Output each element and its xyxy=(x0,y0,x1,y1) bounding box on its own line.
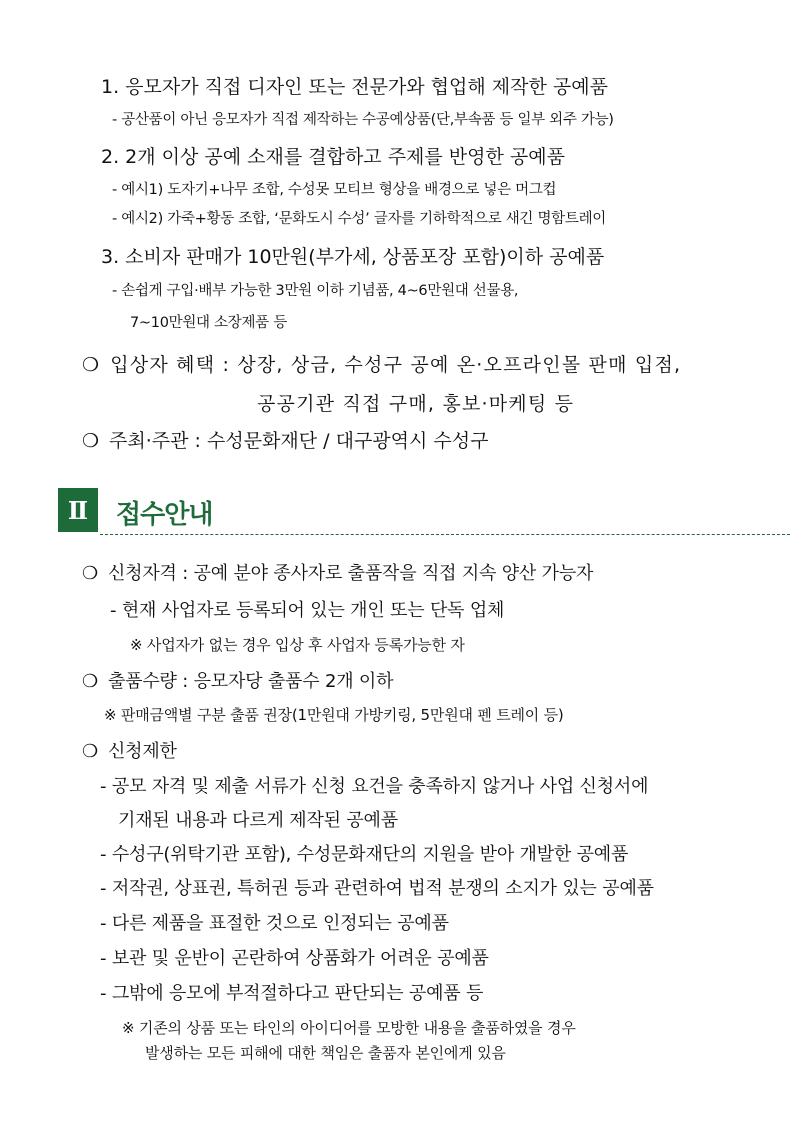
section-title: 접수안내 xyxy=(116,500,213,530)
quantity-line xyxy=(82,673,393,691)
bullet-circle-icon: ❍ xyxy=(82,430,100,452)
eligibility-text: 신청자격 : 공예 분야 종사자로 출품작을 직접 지속 양산 가능자 xyxy=(107,563,594,584)
eligibility-sub: - 현재 사업자로 등록되어 있는 개인 또는 단독 업체 xyxy=(110,600,505,621)
eligibility-line xyxy=(82,565,593,583)
restrictions-note-a: ※ 기존의 상품 또는 타인의 아이디어를 모방한 내용을 출품하였을 경우 xyxy=(122,1019,576,1037)
bullet-circle-icon: ❍ xyxy=(82,563,98,584)
item2-title: 2. 2개 이상 공예 소재를 결합하고 주제를 반영한 공예품 xyxy=(101,146,565,168)
section-number-badge: Ⅱ xyxy=(58,488,98,532)
host-text: 주최·주관 : 수성문화재단 / 대구광역시 수성구 xyxy=(109,430,489,452)
item2-sub1: - 예시1) 도자기+나무 조합, 수성못 모티브 형상을 배경으로 넣은 머그컵 xyxy=(112,182,557,198)
eligibility-note: ※ 사업자가 없는 경우 입상 후 사업자 등록가능한 자 xyxy=(130,636,465,654)
benefits-text: 입상자 혜택 : 상장, 상금, 수성구 공예 온·오프라인몰 판매 입점, xyxy=(110,354,682,376)
restriction-1a: - 공모 자격 및 제출 서류가 신청 요건을 충족하지 않거나 사업 신청서에 xyxy=(100,776,649,797)
restriction-3: - 저작권, 상표권, 특허권 등과 관련하여 법적 분쟁의 소지가 있는 공예품 xyxy=(100,878,654,899)
quantity-text: 출품수량 : 응모자당 출품수 2개 이하 xyxy=(107,671,394,692)
bullet-circle-icon: ❍ xyxy=(82,354,101,376)
restriction-2: - 수성구(위탁기관 포함), 수성문화재단의 지원을 받아 개발한 공예품 xyxy=(100,844,629,865)
restrictions-title-line xyxy=(82,743,177,761)
bullet-circle-icon: ❍ xyxy=(82,671,98,692)
quantity-note: ※ 판매금액별 구분 출품 권장(1만원대 가방키링, 5만원대 펜 트레이 등) xyxy=(104,706,564,724)
section-header xyxy=(58,488,738,532)
item2-sub2: - 예시2) 가죽+황동 조합, ‘문화도시 수성’ 글자를 기하학적으로 새긴 명함트레이 xyxy=(112,211,606,227)
host-line xyxy=(82,432,488,451)
item1-sub: - 공산품이 아닌 응모자가 직접 제작하는 수공예상품(단,부속품 등 일부 외주 가능) xyxy=(112,112,614,128)
restrictions-note-b: 발생하는 모든 피해에 대한 책임은 출품자 본인에게 있음 xyxy=(145,1044,506,1062)
item3-sub2: 7~10만원대 소장제품 등 xyxy=(130,315,287,331)
bullet-circle-icon: ❍ xyxy=(82,741,98,762)
item3-title: 3. 소비자 판매가 10만원(부가세, 상품포장 포함)이하 공예품 xyxy=(101,246,605,268)
restrictions-title: 신청제한 xyxy=(107,741,177,762)
restriction-1b: 기재된 내용과 다르게 제작된 공예품 xyxy=(118,810,398,831)
restriction-6: - 그밖에 응모에 부적절하다고 판단되는 공예품 등 xyxy=(100,983,484,1004)
restriction-4: - 다른 제품을 표절한 것으로 인정되는 공예품 xyxy=(100,913,449,934)
benefits-line1 xyxy=(82,356,681,375)
restriction-5: - 보관 및 운반이 곤란하여 상품화가 어려운 공예품 xyxy=(100,948,489,969)
item1-title: 1. 응모자가 직접 디자인 또는 전문가와 협업해 제작한 공예품 xyxy=(101,76,608,98)
section-divider xyxy=(100,534,790,535)
item3-sub1: - 손쉽게 구입·배부 가능한 3만원 이하 기념품, 4~6만원대 선물용, xyxy=(112,283,519,299)
benefits-line2: 공공기관 직접 구매, 홍보·마케팅 등 xyxy=(257,393,575,415)
